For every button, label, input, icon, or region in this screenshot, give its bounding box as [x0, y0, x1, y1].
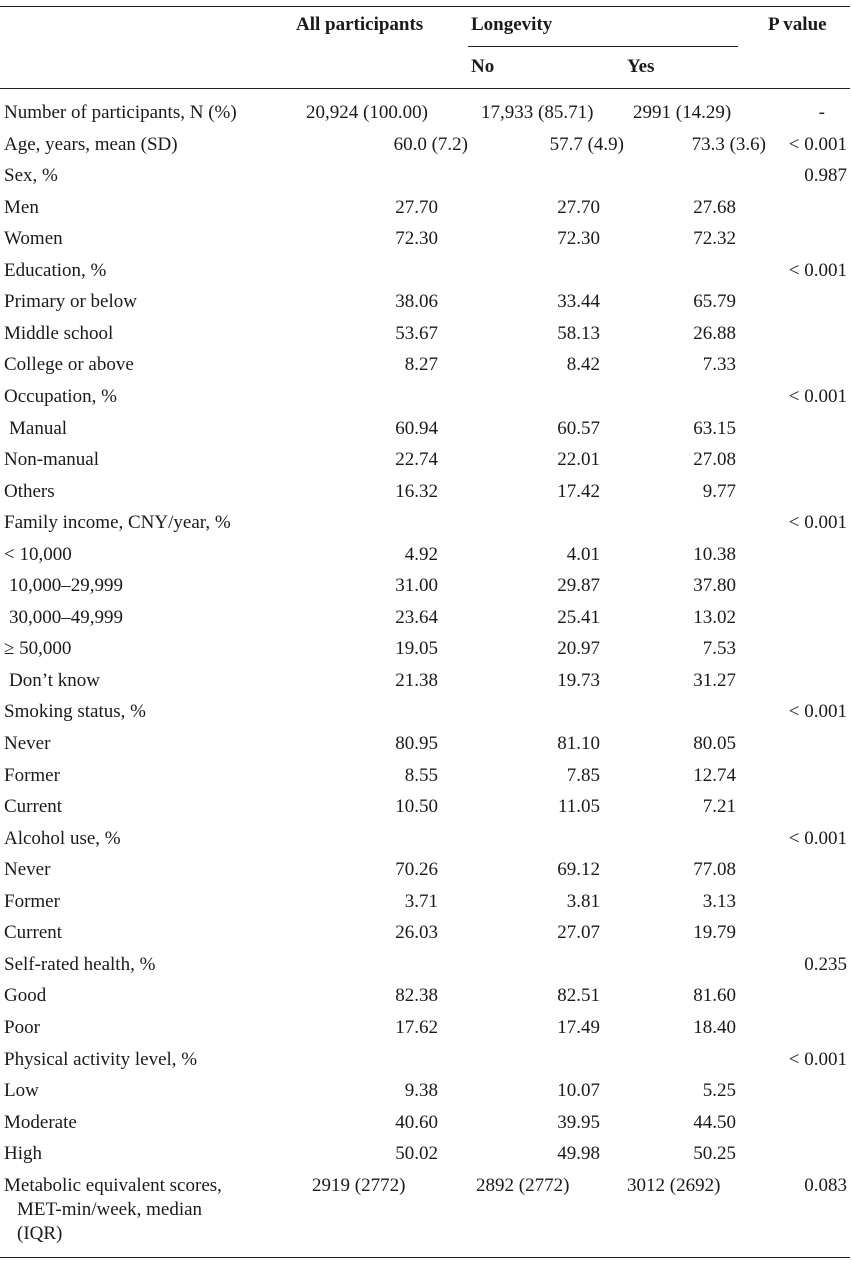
row-label: Former	[4, 764, 60, 786]
row-label: Smoking status, %	[4, 701, 146, 723]
cell-yes: 63.15	[693, 417, 736, 439]
table-row	[0, 765, 852, 796]
row-label: College or above	[4, 354, 134, 376]
cell-no: 4.01	[566, 543, 600, 565]
cell-no: 8.42	[566, 354, 600, 376]
table-row	[0, 1017, 852, 1048]
table-row	[0, 323, 852, 354]
cell-all: 3.71	[404, 890, 438, 912]
cell-all: 8.55	[404, 764, 438, 786]
row-label: High	[4, 1143, 42, 1165]
cell-yes: 7.53	[702, 638, 736, 660]
cell-no: 27.07	[557, 922, 600, 944]
cell-no: 58.13	[557, 322, 600, 344]
cell-yes: 7.33	[702, 354, 736, 376]
row-label: Don’t know	[9, 669, 100, 691]
row-label: Men	[4, 196, 39, 218]
table-row	[0, 796, 852, 827]
row-label: Good	[4, 985, 47, 1007]
row-label: Family income, CNY/year, %	[4, 512, 231, 534]
cell-p: 0.235	[804, 953, 847, 975]
table-bottom-rule	[0, 1257, 850, 1258]
cell-all: 10.50	[395, 796, 438, 818]
cell-no: 39.95	[557, 1111, 600, 1133]
cell-no: 17.49	[557, 1016, 600, 1038]
cell-no: 69.12	[557, 859, 600, 881]
cell-no: 3.81	[566, 890, 600, 912]
cell-p: < 0.001	[788, 259, 847, 281]
met-label	[4, 1174, 222, 1246]
row-label: Number of participants, N (%)	[4, 102, 237, 123]
cell-yes: 3.13	[702, 890, 736, 912]
table-row	[0, 1049, 852, 1080]
cell-yes: 26.88	[693, 322, 736, 344]
cell-yes: 72.32	[693, 228, 736, 250]
table-row	[0, 670, 852, 701]
row-label: Primary or below	[4, 291, 137, 313]
cell-p: -	[818, 102, 825, 123]
cell-no: 20.97	[557, 638, 600, 660]
cell-no: 82.51	[557, 985, 600, 1007]
row-label: Former	[4, 890, 60, 912]
cell-yes: 50.25	[693, 1143, 736, 1165]
cell-all: 50.02	[395, 1143, 438, 1165]
row-label: Manual	[9, 417, 68, 439]
cell-all: 21.38	[395, 669, 438, 691]
cell-yes: 27.68	[693, 196, 736, 218]
row-label: Others	[4, 480, 55, 502]
cell-no: 49.98	[557, 1143, 600, 1165]
cell-yes: 13.02	[693, 606, 736, 628]
table-row	[0, 386, 852, 417]
cell-all: 72.30	[395, 228, 438, 250]
row-label: < 10,000	[4, 543, 72, 565]
row-label: Education, %	[4, 259, 107, 281]
table-row	[0, 197, 852, 228]
cell-yes: 31.27	[693, 669, 736, 691]
table-row	[0, 1112, 852, 1143]
cell-all: 22.74	[395, 449, 438, 471]
table-row	[0, 165, 852, 196]
met-label-line-1: Metabolic equivalent scores,	[4, 1175, 222, 1196]
table-row	[0, 449, 852, 480]
cell-yes: 7.21	[702, 796, 736, 818]
table-row	[0, 891, 852, 922]
met-p: 0.083	[804, 1175, 847, 1196]
cell-yes: 81.60	[693, 985, 736, 1007]
cell-all: 26.03	[395, 922, 438, 944]
table-row	[0, 985, 852, 1016]
table-row	[0, 481, 852, 512]
cell-no: 33.44	[557, 291, 600, 313]
table-row	[0, 1080, 852, 1111]
met-all: 2919 (2772)	[312, 1175, 406, 1196]
cell-yes: 80.05	[693, 733, 736, 754]
cell-all: 27.70	[395, 196, 438, 218]
cell-p: 0.987	[804, 165, 847, 187]
cell-all: 9.38	[404, 1080, 438, 1102]
cell-all: 20,924 (100.00)	[306, 102, 428, 123]
cell-yes: 44.50	[693, 1111, 736, 1133]
header-bottom-rule	[0, 88, 850, 89]
table-row	[0, 1143, 852, 1174]
row-label: Sex, %	[4, 165, 58, 187]
cell-p: < 0.001	[788, 1048, 847, 1070]
table-row	[0, 354, 852, 385]
table-row	[0, 228, 852, 259]
cell-no: 11.05	[557, 796, 600, 818]
cell-p: < 0.001	[788, 701, 847, 723]
row-label: Current	[4, 922, 63, 944]
cell-no: 22.01	[557, 449, 600, 471]
cell-all: 19.05	[395, 638, 438, 660]
row-label: Age, years, mean (SD)	[4, 133, 178, 155]
cell-yes: 18.40	[693, 1016, 736, 1038]
header-all-participants: All participants	[296, 14, 424, 35]
cell-no: 27.70	[557, 196, 600, 218]
table-row	[0, 607, 852, 638]
table-row	[0, 859, 852, 890]
cell-p: < 0.001	[788, 827, 847, 849]
header-yes: Yes	[627, 56, 655, 77]
cell-all: 60.94	[395, 417, 438, 439]
cell-p: < 0.001	[788, 133, 847, 155]
row-label: 30,000–49,999	[9, 606, 123, 628]
cell-no: 57.7 (4.9)	[549, 133, 624, 155]
cell-all: 16.32	[395, 480, 438, 502]
row-label: Non-manual	[4, 449, 99, 471]
table-row	[0, 638, 852, 669]
cell-all: 53.67	[395, 322, 438, 344]
row-label: Physical activity level, %	[4, 1048, 198, 1070]
table-row	[0, 733, 852, 764]
row-label: ≥ 50,000	[4, 638, 72, 660]
cell-no: 19.73	[557, 669, 600, 691]
cell-yes: 65.79	[693, 291, 736, 313]
row-label: Poor	[4, 1016, 40, 1038]
header-longevity: Longevity	[471, 14, 553, 35]
cell-yes: 73.3 (3.6)	[691, 133, 766, 155]
longevity-underline	[468, 46, 738, 47]
cell-yes: 5.25	[702, 1080, 736, 1102]
row-label: Alcohol use, %	[4, 827, 121, 849]
cell-all: 4.92	[404, 543, 438, 565]
cell-all: 40.60	[395, 1111, 438, 1133]
row-label: Current	[4, 796, 63, 818]
cell-no: 7.85	[566, 764, 600, 786]
table-row	[0, 701, 852, 732]
met-label-line-2: MET-min/week, median	[17, 1199, 203, 1220]
cell-all: 23.64	[395, 606, 438, 628]
cell-p: < 0.001	[788, 512, 847, 534]
table-row	[0, 260, 852, 291]
cell-yes: 27.08	[693, 449, 736, 471]
table-top-rule	[0, 6, 850, 7]
row-label: Moderate	[4, 1111, 77, 1133]
cell-yes: 12.74	[693, 764, 736, 786]
table-row	[0, 544, 852, 575]
cell-all: 70.26	[395, 859, 438, 881]
table-row	[0, 134, 852, 165]
cell-yes: 19.79	[693, 922, 736, 944]
table-row	[0, 922, 852, 953]
table-row-met	[0, 1174, 852, 1254]
row-label: 10,000–29,999	[9, 575, 123, 597]
cell-no: 10.07	[557, 1080, 600, 1102]
cell-no: 25.41	[557, 606, 600, 628]
cell-yes: 37.80	[693, 575, 736, 597]
table-row	[0, 291, 852, 322]
cell-yes: 2991 (14.29)	[633, 102, 732, 123]
table-row	[0, 828, 852, 859]
cell-all: 31.00	[395, 575, 438, 597]
cell-all: 17.62	[395, 1016, 438, 1038]
cell-yes: 77.08	[693, 859, 736, 881]
row-label: Never	[4, 733, 51, 754]
row-label: Low	[4, 1080, 39, 1102]
row-label: Women	[4, 228, 63, 250]
cell-all: 38.06	[395, 291, 438, 313]
cell-all: 82.38	[395, 985, 438, 1007]
header-no: No	[471, 56, 495, 77]
met-yes: 3012 (2692)	[627, 1175, 721, 1196]
table-row	[0, 512, 852, 543]
row-label: Middle school	[4, 322, 114, 344]
header-p-value: P value	[768, 14, 827, 35]
table-row	[0, 954, 852, 985]
cell-no: 72.30	[557, 228, 600, 250]
row-label: Never	[4, 859, 51, 881]
row-label: Occupation, %	[4, 385, 117, 407]
cell-all: 8.27	[404, 354, 438, 376]
cell-no: 29.87	[557, 575, 600, 597]
cell-all: 60.0 (7.2)	[393, 133, 468, 155]
table-row	[0, 575, 852, 606]
cell-all: 80.95	[395, 733, 438, 754]
met-no: 2892 (2772)	[476, 1175, 570, 1196]
cell-no: 17,933 (85.71)	[481, 102, 594, 123]
cell-yes: 10.38	[693, 543, 736, 565]
cell-yes: 9.77	[702, 480, 736, 502]
cell-no: 17.42	[557, 480, 600, 502]
cell-no: 60.57	[557, 417, 600, 439]
table-row	[0, 102, 852, 133]
row-label: Self-rated health, %	[4, 953, 156, 975]
cell-p: < 0.001	[788, 385, 847, 407]
met-label-line-3: (IQR)	[17, 1223, 63, 1244]
table-row	[0, 418, 852, 449]
cell-no: 81.10	[557, 733, 600, 754]
